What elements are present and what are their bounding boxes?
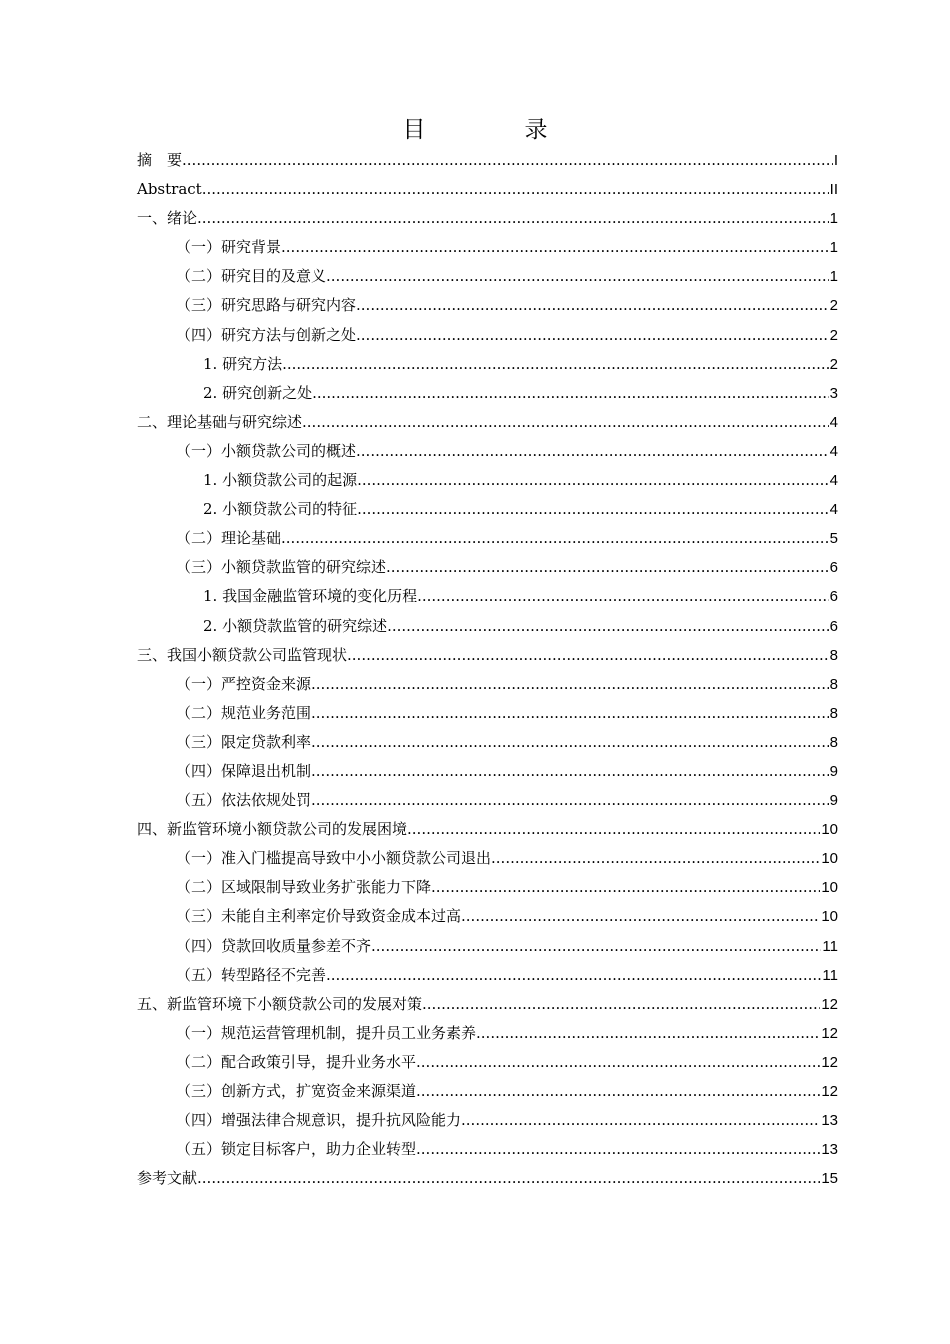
toc-entry[interactable] [137,670,838,699]
toc-entry-page-number: 4 [829,442,838,460]
toc-entry-label: （三）创新方式，扩宽资金来源渠道 [176,1082,417,1100]
toc-entry[interactable] [137,582,838,611]
toc-entry-label: 1. 我国金融监管环境的变化历程 [203,587,418,606]
toc-entry-label: （五）锁定目标客户，助力企业转型 [176,1140,417,1159]
toc-entry-label: （四）研究方法与创新之处 [176,325,357,344]
toc-entry-page-number: 4 [829,413,838,431]
toc-entry-page-number: 8 [829,646,838,664]
toc-entry-page-number: 6 [829,588,838,606]
toc-entry[interactable] [137,408,838,437]
toc-dot-leader [476,1019,820,1048]
toc-entry-page-number: 15 [821,1170,838,1188]
toc-entry[interactable] [137,1106,838,1135]
toc-entry-label: （五）转型路径不完善 [176,965,327,984]
toc-dot-leader [416,1077,820,1106]
toc-dot-leader [407,815,820,844]
toc-entry[interactable] [137,641,838,670]
toc-dot-leader [417,582,829,611]
toc-entry-page-number: I [833,152,838,169]
toc-entry[interactable] [137,379,838,408]
toc-dot-leader [386,553,829,582]
toc-dot-leader [356,321,829,350]
toc-entry-label: 参考文献 [137,1169,198,1188]
toc-entry[interactable] [137,699,838,728]
toc-entry-label: （一）规范运营管理机制，提升员工业务素养 [176,1023,477,1042]
toc-entry-page-number: 11 [822,966,838,984]
toc-entry-page-number: 1 [829,268,838,286]
toc-entry-label: 2. 小额贷款公司的特征 [203,500,358,519]
toc-entry-page-number: 8 [829,675,838,693]
toc-entry[interactable] [137,932,838,961]
toc-entry-page-number: 12 [821,995,838,1013]
toc-entry-page-number: 2 [829,326,838,344]
toc-entry-label: （三）限定贷款利率 [176,732,312,751]
toc-entry-page-number: 12 [821,1024,838,1042]
toc-entry[interactable] [137,291,838,320]
toc-entry[interactable] [137,321,838,350]
toc-entry-page-number: 3 [829,384,838,402]
toc-dot-leader [311,757,829,786]
toc-entry[interactable] [137,146,838,175]
toc-entry-page-number: 9 [829,762,838,780]
toc-entry-label: （一）研究背景 [176,238,282,257]
toc-entry-label: 三、我国小额贷款公司监管现状 [137,645,348,664]
toc-entry[interactable] [137,233,838,262]
toc-entry-label: （一）严控资金来源 [176,674,312,693]
toc-entry-label: Abstract [137,180,202,199]
toc-entry-label: （三）研究思路与研究内容 [176,296,357,315]
toc-entry-label: （三）小额贷款监管的研究综述 [176,558,387,577]
toc-entry-page-number: 10 [821,850,838,868]
toc-entry[interactable] [137,204,838,233]
toc-entry-label: （二）配合政策引导，提升业务水平 [176,1052,417,1071]
toc-dot-leader [311,699,829,728]
toc-entry-label: （四）保障退出机制 [176,761,312,780]
toc-dot-leader [371,932,821,961]
toc-entry-label: 四、新监管环境小额贷款公司的发展困境 [137,820,408,839]
toc-dot-leader [416,1135,820,1164]
toc-entry[interactable] [137,495,838,524]
toc-dot-leader [461,902,820,931]
toc-entry-page-number: 8 [829,733,838,751]
toc-entry[interactable] [137,466,838,495]
toc-dot-leader [202,175,829,204]
toc-dot-leader [182,146,833,175]
toc-entry-label: 1. 研究方法 [203,354,283,373]
toc-dot-leader [312,379,829,408]
toc-entry[interactable] [137,902,838,931]
toc-entry[interactable] [137,961,838,990]
toc-entry[interactable] [137,1077,838,1106]
toc-entry-label: （二）理论基础 [176,529,282,548]
toc-dot-leader [311,728,829,757]
toc-dot-leader [311,786,829,815]
toc-entry-label: 二、理论基础与研究综述 [137,412,303,431]
toc-entry-page-number: 5 [829,530,838,548]
toc-dot-leader [282,350,829,379]
toc-entry-label: 1. 小额贷款公司的起源 [203,471,358,490]
toc-entry-page-number: 6 [829,559,838,577]
toc-entry[interactable] [137,815,838,844]
toc-entry[interactable] [137,350,838,379]
toc-entry[interactable] [137,437,838,466]
toc-dot-leader [326,961,821,990]
toc-entry[interactable] [137,553,838,582]
toc-entry-label: （一）准入门槛提高导致中小小额贷款公司退出 [176,849,492,868]
toc-dot-leader [302,408,829,437]
toc-dot-leader [491,844,820,873]
toc-dot-leader [431,873,820,902]
toc-title: 目 录 [402,117,586,143]
toc-entry[interactable] [137,1019,838,1048]
toc-entry[interactable] [137,175,838,204]
toc-entry-label: 五、新监管环境下小额贷款公司的发展对策 [137,994,423,1013]
toc-entry-page-number: 1 [829,210,838,228]
toc-entry-page-number: 10 [821,821,838,839]
toc-entry-page-number: 13 [821,1112,838,1130]
toc-entry[interactable] [137,262,838,291]
toc-dot-leader [357,495,829,524]
toc-entry-label: （四）贷款回收质量参差不齐 [176,936,372,955]
toc-list [137,146,838,1193]
toc-entry-page-number: 12 [821,1053,838,1071]
toc-entry-page-number: 6 [829,617,838,635]
toc-dot-leader [356,291,829,320]
toc-entry-label: （三）未能自主利率定价导致资金成本过高 [176,907,462,926]
toc-entry-label: 摘 要 [137,151,183,169]
toc-entry[interactable] [137,728,838,757]
toc-dot-leader [422,990,820,1019]
toc-dot-leader [281,524,829,553]
toc-entry-label: （二）区域限制导致业务扩张能力下降 [176,878,432,897]
toc-entry[interactable] [137,873,838,902]
toc-dot-leader [356,437,829,466]
toc-entry-page-number: 4 [829,472,838,490]
toc-entry[interactable] [137,612,838,641]
toc-entry-label: 2. 小额贷款监管的研究综述 [203,616,388,635]
toc-entry-label: （五）依法依规处罚 [176,791,312,810]
toc-dot-leader [197,204,829,233]
toc-entry-label: 2. 研究创新之处 [203,383,313,402]
toc-entry[interactable] [137,844,838,873]
toc-entry-page-number: 1 [829,239,838,257]
toc-entry-page-number: 9 [829,792,838,810]
toc-entry-page-number: 2 [829,355,838,373]
toc-entry-page-number: 4 [829,501,838,519]
toc-entry-page-number: II [829,181,838,199]
toc-entry[interactable] [137,1135,838,1164]
toc-dot-leader [416,1048,820,1077]
toc-dot-leader [347,641,829,670]
toc-entry-page-number: 8 [829,704,838,722]
toc-entry[interactable] [137,1164,838,1193]
toc-entry[interactable] [137,757,838,786]
toc-entry[interactable] [137,524,838,553]
toc-entry-page-number: 10 [821,879,838,897]
toc-entry[interactable] [137,990,838,1019]
toc-dot-leader [357,466,829,495]
toc-dot-leader [197,1164,820,1193]
toc-dot-leader [311,670,829,699]
toc-entry-label: （二）规范业务范围 [176,703,312,722]
toc-dot-leader [326,262,829,291]
toc-entry[interactable] [137,1048,838,1077]
toc-dot-leader [387,612,829,641]
toc-dot-leader [461,1106,820,1135]
toc-dot-leader [281,233,829,262]
toc-entry[interactable] [137,786,838,815]
toc-entry-page-number: 10 [821,908,838,926]
toc-entry-label: （四）增强法律合规意识，提升抗风险能力 [176,1111,462,1130]
toc-entry-label: 一、绪论 [137,209,198,228]
toc-entry-label: （一）小额贷款公司的概述 [176,441,357,460]
toc-entry-page-number: 11 [822,937,838,955]
toc-entry-page-number: 2 [829,297,838,315]
toc-entry-label: （二）研究目的及意义 [176,267,327,286]
toc-entry-page-number: 13 [821,1141,838,1159]
toc-entry-page-number: 12 [821,1083,838,1100]
